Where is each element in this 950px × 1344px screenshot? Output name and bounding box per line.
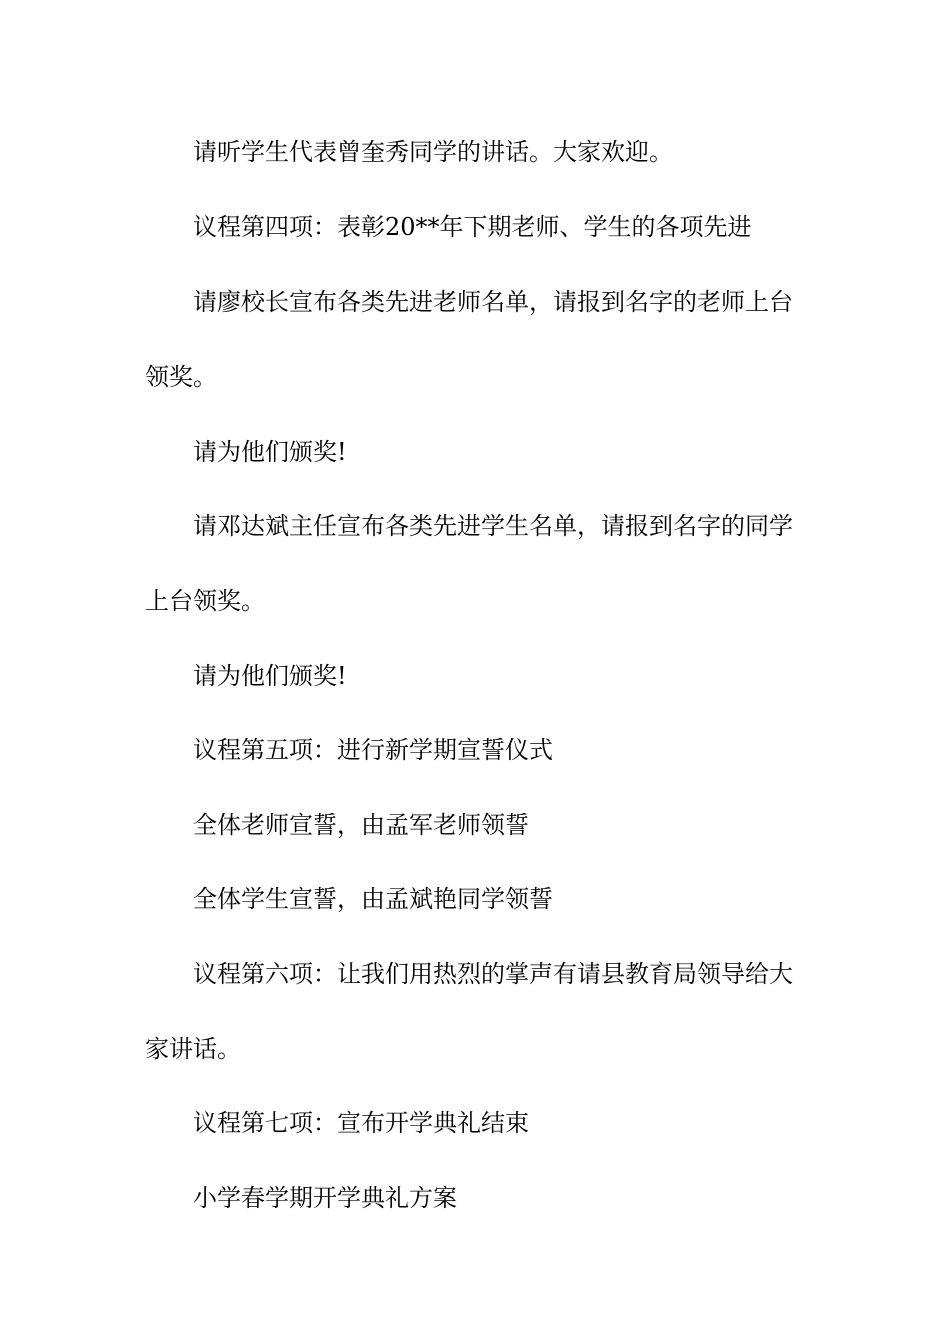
paragraph-teacher-oath: 全体老师宣誓，由孟军老师领誓 <box>193 811 529 839</box>
paragraph-agenda-item-5: 议程第五项：进行新学期宣誓仪式 <box>193 736 553 764</box>
paragraph-teacher-awards-cont: 领奖。 <box>145 363 217 391</box>
paragraph-student-awards-cont: 上台领奖。 <box>145 587 265 615</box>
paragraph-plan-title: 小学春学期开学典礼方案 <box>193 1184 457 1212</box>
paragraph-teacher-awards: 请廖校长宣布各类先进老师名单，请报到名字的老师上台 <box>193 288 793 316</box>
paragraph-student-speech: 请听学生代表曾奎秀同学的讲话。大家欢迎。 <box>193 138 673 166</box>
paragraph-agenda-item-6: 议程第六项：让我们用热烈的掌声有请县教育局领导给大 <box>193 960 793 988</box>
paragraph-present-awards-1: 请为他们颁奖! <box>193 438 347 466</box>
paragraph-student-oath: 全体学生宣誓，由孟斌艳同学领誓 <box>193 885 553 913</box>
paragraph-agenda-item-4: 议程第四项：表彰20**年下期老师、学生的各项先进 <box>193 213 752 241</box>
paragraph-agenda-item-7: 议程第七项：宣布开学典礼结束 <box>193 1109 529 1137</box>
paragraph-present-awards-2: 请为他们颁奖! <box>193 662 347 690</box>
paragraph-agenda-item-6-cont: 家讲话。 <box>145 1035 241 1063</box>
paragraph-student-awards: 请邓达斌主任宣布各类先进学生名单，请报到名字的同学 <box>193 512 793 540</box>
